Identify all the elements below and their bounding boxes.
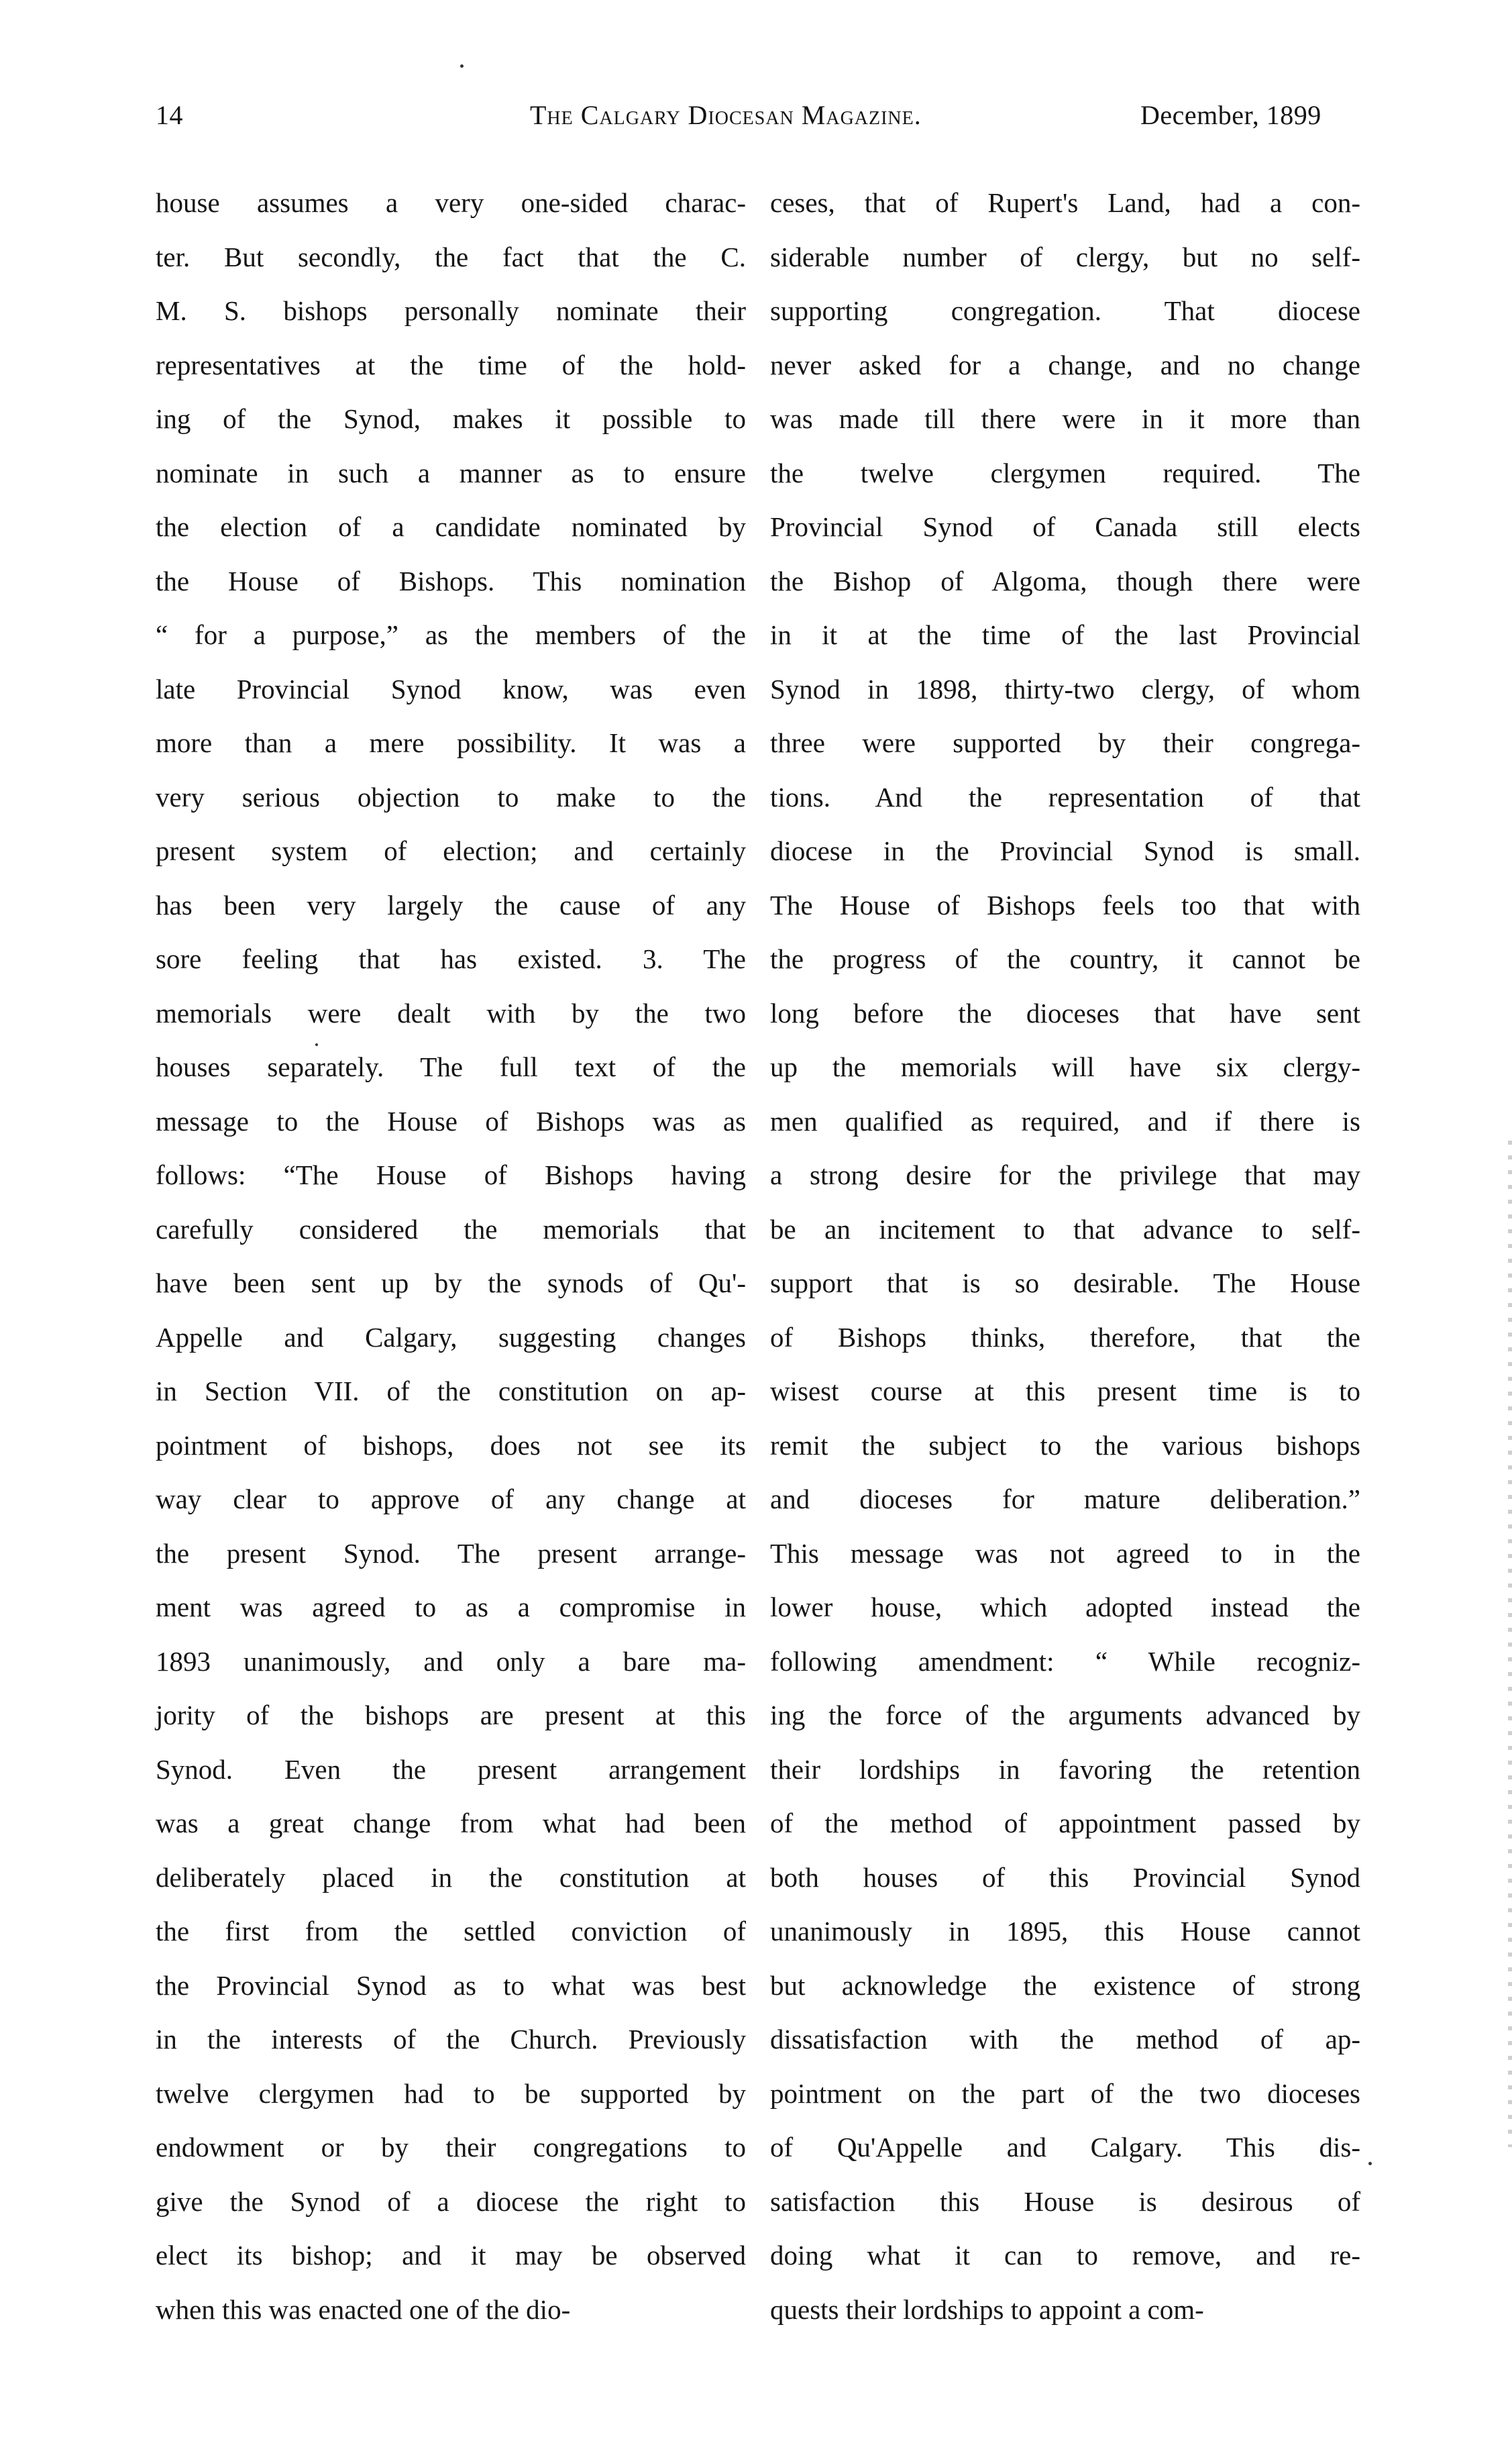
text-line: pointment on the part of the two dioceses (770, 2077, 1360, 2109)
text-line: This message was not agreed to in the (770, 1537, 1360, 1569)
text-line: the Provincial Synod as to what was best (156, 1969, 746, 2001)
text-line: Synod. Even the present arrangement (156, 1753, 746, 1785)
text-line: wisest course at this present time is to (770, 1375, 1360, 1406)
text-line: in the interests of the Church. Previously (156, 2024, 746, 2055)
text-line: nominate in such a manner as to ensure (156, 457, 746, 488)
text-line: support that is so desirable. The House (770, 1267, 1360, 1298)
text-line: jority of the bishops are present at this (156, 1700, 746, 1730)
text-line: elect its bishop; and it may be observed (156, 2240, 746, 2271)
text-line: dissatisfaction with the method of ap- (770, 2024, 1360, 2055)
text-line: deliberately placed in the constitution at (156, 1861, 746, 1893)
text-line: The House of Bishops feels too that with (770, 889, 1360, 921)
text-line: diocese in the Provincial Synod is small. (770, 835, 1360, 866)
text-line: lower house, which adopted instead the (770, 1592, 1360, 1622)
text-line: ing the force of the arguments advanced by (770, 1700, 1360, 1730)
text-line: ceses, that of Rupert's Land, had a con- (770, 187, 1360, 218)
text-line: have been sent up by the synods of Qu'- (156, 1267, 746, 1298)
page-header (0, 99, 1512, 140)
text-line: sore feeling that has existed. 3. The (156, 943, 746, 974)
text-line: men qualified as required, and if there is (770, 1105, 1360, 1137)
text-line: the progress of the country, it cannot be (770, 943, 1360, 974)
text-line: and dioceses for mature deliberation.” (770, 1484, 1360, 1514)
text-line: the election of a candidate nominated by (156, 511, 746, 542)
text-line: their lordships in favoring the retention (770, 1753, 1360, 1785)
text-line: when this was enacted one of the dio- (156, 2293, 571, 2325)
text-line: Synod in 1898, thirty-two clergy, of whom (770, 673, 1360, 705)
text-line: long before the dioceses that have sent (770, 997, 1360, 1029)
text-line: remit the subject to the various bishops (770, 1429, 1360, 1461)
text-line: present system of election; and certainly (156, 835, 746, 866)
text-line: the Bishop of Algoma, though there were (770, 565, 1360, 596)
text-line: of Qu'Appelle and Calgary. This dis- (770, 2132, 1360, 2163)
text-line: quests their lordships to appoint a com- (770, 2293, 1204, 2325)
text-line: very serious objection to make to the (156, 781, 746, 813)
scan-speck (315, 1043, 318, 1046)
text-line: follows: “The House of Bishops having (156, 1159, 746, 1190)
text-line: was made till there were in it more than (770, 403, 1360, 434)
text-line: three were supported by their congrega- (770, 727, 1360, 758)
text-line: representatives at the time of the hold- (156, 349, 746, 380)
text-line: supporting congregation. That diocese (770, 295, 1360, 326)
text-line: twelve clergymen had to be supported by (156, 2077, 746, 2109)
text-line: ment was agreed to as a compromise in (156, 1592, 746, 1622)
text-line: the House of Bishops. This nomination (156, 565, 746, 596)
page-number: 14 (156, 100, 183, 130)
text-line: be an incitement to that advance to self- (770, 1213, 1360, 1245)
text-line: following amendment: “ While recogniz- (770, 1645, 1360, 1677)
text-line: the present Synod. The present arrange- (156, 1537, 746, 1569)
text-line: of the method of appointment passed by (770, 1808, 1360, 1838)
text-line: in it at the time of the last Provincial (770, 619, 1360, 650)
text-line: memorials were dealt with by the two (156, 997, 746, 1029)
text-line: satisfaction this House is desirous of (770, 2185, 1360, 2217)
text-line: 1893 unanimously, and only a bare ma- (156, 1645, 746, 1677)
text-line: siderable number of clergy, but no self- (770, 241, 1360, 272)
text-line: the twelve clergymen required. The (770, 457, 1360, 488)
scan-edge-mark (1508, 1141, 1512, 2147)
text-line: way clear to approve of any change at (156, 1484, 746, 1514)
text-line: ing of the Synod, makes it possible to (156, 403, 746, 434)
scan-speck (1368, 2162, 1372, 2165)
text-line: a strong desire for the privilege that may (770, 1159, 1360, 1190)
text-line: both houses of this Provincial Synod (770, 1861, 1360, 1893)
text-line: unanimously in 1895, this House cannot (770, 1916, 1360, 1946)
text-line: of Bishops thinks, therefore, that the (770, 1321, 1360, 1353)
right-column (770, 176, 1360, 2336)
text-line: M. S. bishops personally nominate their (156, 295, 746, 326)
text-line: was a great change from what had been (156, 1808, 746, 1838)
text-line: pointment of bishops, does not see its (156, 1429, 746, 1461)
text-line: more than a mere possibility. It was a (156, 727, 746, 758)
text-line: tions. And the representation of that (770, 781, 1360, 813)
text-line: in Section VII. of the constitution on ap- (156, 1375, 746, 1406)
text-line: house assumes a very one-sided charac- (156, 187, 746, 218)
text-line: ter. But secondly, the fact that the C. (156, 241, 746, 272)
text-line: “ for a purpose,” as the members of the (156, 619, 746, 650)
text-line: up the memorials will have six clergy- (770, 1051, 1360, 1082)
text-line: endowment or by their congregations to (156, 2132, 746, 2163)
text-line: Appelle and Calgary, suggesting changes (156, 1321, 746, 1353)
text-line: carefully considered the memorials that (156, 1213, 746, 1245)
text-line: late Provincial Synod know, was even (156, 673, 746, 705)
text-line: houses separately. The full text of the (156, 1051, 746, 1082)
scan-speck (460, 64, 464, 68)
text-line: has been very largely the cause of any (156, 889, 746, 921)
text-line: doing what it can to remove, and re- (770, 2240, 1360, 2271)
text-line: the first from the settled conviction of (156, 1916, 746, 1946)
text-line: message to the House of Bishops was as (156, 1105, 746, 1137)
text-line: never asked for a change, and no change (770, 349, 1360, 380)
running-title: The Calgary Diocesan Magazine. (530, 100, 922, 130)
left-column (156, 176, 746, 2336)
issue-date: December, 1899 (1140, 100, 1321, 130)
text-line: give the Synod of a diocese the right to (156, 2185, 746, 2217)
text-line: Provincial Synod of Canada still elects (770, 511, 1360, 542)
text-line: but acknowledge the existence of strong (770, 1969, 1360, 2001)
